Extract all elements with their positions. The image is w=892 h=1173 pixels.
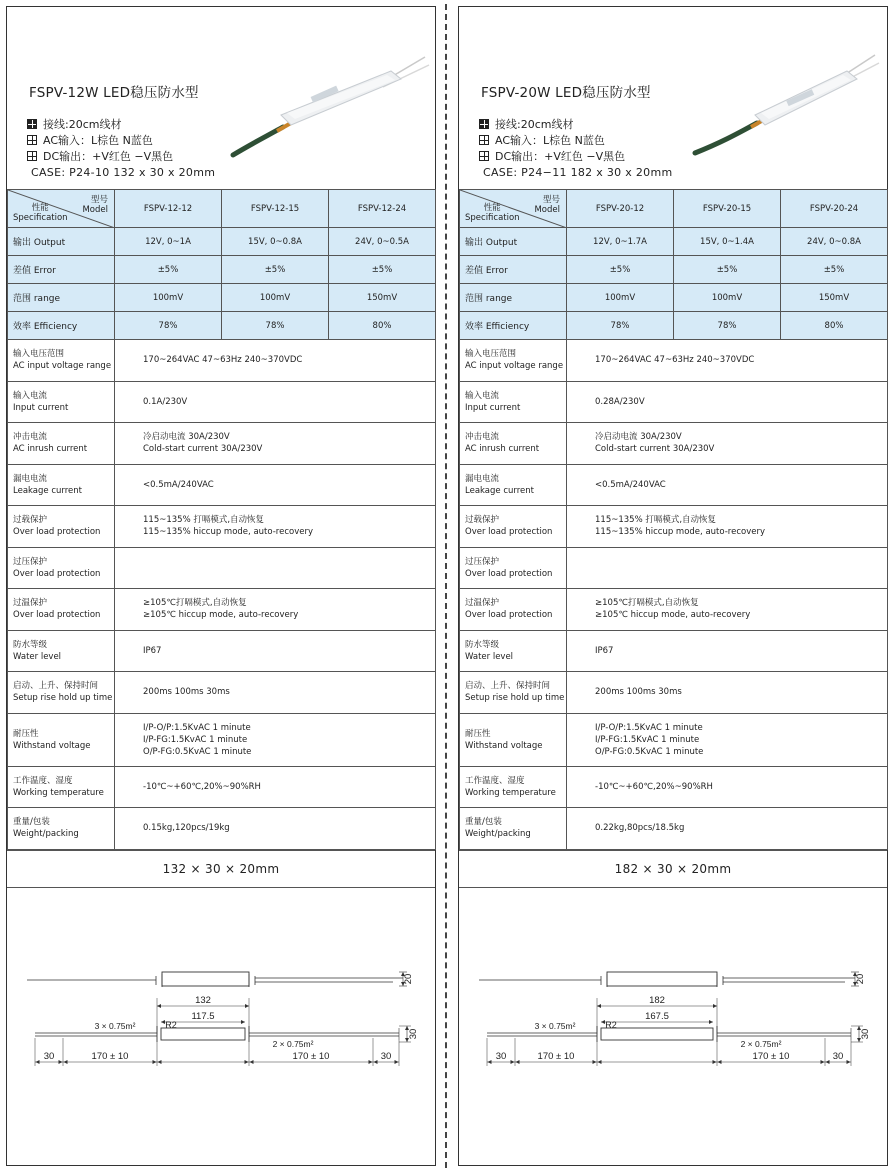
spec-value (115, 630, 436, 672)
spec-value-line: 115~135% hiccup mode, auto-recovery (143, 527, 313, 538)
dimension-label: 30 (495, 1050, 507, 1062)
dimension-label: R2 (165, 1019, 177, 1030)
spec-label-cn: 输入电压范围 (13, 349, 65, 360)
dimension-label: 20 (403, 973, 414, 984)
spec-label (460, 808, 567, 850)
spec-label-en: AC inrush current (13, 444, 88, 455)
model-name-cell: FSPV-12-15 (222, 190, 329, 228)
dimension-label: 167.5 (645, 1010, 669, 1022)
spec-value-line: ≥105℃ hiccup mode, auto-recovery (595, 610, 751, 621)
row-value: ±5% (567, 256, 674, 284)
spec-label-en: Weight/packing (465, 829, 531, 840)
common-spec-row (8, 340, 436, 382)
spec-label (460, 766, 567, 808)
spec-value (567, 713, 888, 766)
spec-value-line: 115~135% 打嗝模式,自动恢复 (595, 515, 717, 526)
spec-label-en: Specification (465, 213, 520, 223)
feature-item (27, 116, 215, 132)
spec-label-en: Working temperature (13, 787, 104, 798)
spec-label (8, 547, 115, 589)
dimension-drawing (459, 888, 887, 1150)
row-label: 效率 Efficiency (8, 312, 115, 340)
product-sheet-fspv-12w (6, 6, 436, 1166)
spec-label-cn: 工作温度、湿度 (13, 775, 73, 786)
dimension-drawing-svg (7, 888, 435, 1150)
spec-value-line: 170~264VAC 47~63Hz 240~370VDC (595, 355, 755, 366)
spec-value-line: ≥105℃ hiccup mode, auto-recovery (143, 610, 299, 621)
spec-label-cn: 启动、上升、保持时间 (465, 681, 551, 692)
spec-label-cn: 过压保护 (13, 556, 48, 567)
spec-label (460, 506, 567, 548)
spec-label-cn: 冲击电流 (465, 432, 500, 443)
spec-value-line: 0.1A/230V (143, 396, 188, 407)
model-header-row (460, 190, 888, 228)
spec-value-line: 0.22kg,80pcs/18.5kg (595, 823, 685, 834)
feature-text: 接线:20cm线材 (495, 118, 574, 131)
spec-value (567, 589, 888, 631)
model-name-cell: FSPV-12-24 (329, 190, 436, 228)
feature-text: AC输入：L棕色 N蓝色 (43, 134, 153, 147)
spec-value-line: <0.5mA/240VAC (143, 479, 214, 490)
spec-value-line: 115~135% hiccup mode, auto-recovery (595, 527, 765, 538)
spec-label (8, 423, 115, 465)
dimension-label: 170 ± 10 (91, 1050, 129, 1062)
feature-text: DC输出：+V红色 −V黑色 (43, 150, 174, 163)
dimension-label: 132 (195, 994, 211, 1006)
row-value: 100mV (222, 284, 329, 312)
row-value: 80% (781, 312, 888, 340)
spec-value-line: O/P-FG:0.5KvAC 1 minute (595, 746, 704, 757)
case-size: CASE: P24−11 182 x 30 x 20mm (483, 166, 673, 179)
spec-value (115, 340, 436, 382)
row-value: 12V, 0~1A (115, 228, 222, 256)
feature-text: AC输入：L棕色 N蓝色 (495, 134, 605, 147)
model-spec-row (460, 284, 888, 312)
spec-label-en: Weight/packing (13, 829, 79, 840)
spec-model-corner (8, 190, 115, 228)
spec-value (115, 589, 436, 631)
dimension-label: 117.5 (191, 1010, 215, 1022)
spec-value-line: ≥105℃打嗝模式,自动恢复 (595, 598, 699, 609)
spec-label (8, 630, 115, 672)
row-value: 100mV (115, 284, 222, 312)
common-spec-row (460, 423, 888, 465)
common-spec-row (8, 766, 436, 808)
dimension-label: 3 × 0.75m² (534, 1020, 576, 1031)
row-value: 100mV (567, 284, 674, 312)
spec-label-cn: 输入电流 (465, 390, 500, 401)
spec-label-cn: 漏电电流 (465, 473, 500, 484)
spec-label-cn: 重量/包装 (465, 817, 502, 828)
spec-label-cn: 防水等级 (13, 639, 48, 650)
product-photo (665, 43, 887, 163)
row-value: ±5% (781, 256, 888, 284)
row-value: 100mV (674, 284, 781, 312)
common-spec-row (8, 808, 436, 850)
spec-value-line: IP67 (595, 645, 614, 656)
dimension-label: 2 × 0.75m² (272, 1038, 314, 1049)
dimension-caption: 132 × 30 × 20mm (7, 850, 435, 888)
spec-label-en: Withstand voltage (13, 740, 91, 751)
row-label: 效率 Efficiency (460, 312, 567, 340)
dimension-label: R2 (605, 1019, 617, 1030)
model-label-en: Model (534, 205, 560, 215)
dimension-label: 20 (855, 973, 866, 984)
common-spec-row (460, 630, 888, 672)
feature-item (479, 116, 673, 132)
spec-label-cn: 冲击电流 (13, 432, 48, 443)
model-spec-row (460, 312, 888, 340)
row-label: 输出 Output (460, 228, 567, 256)
dimension-label: 30 (832, 1050, 844, 1062)
spec-label-en: Withstand voltage (465, 740, 543, 751)
model-spec-row (8, 256, 436, 284)
spec-value (115, 672, 436, 714)
spec-value (115, 808, 436, 850)
dimension-label: 170 ± 10 (537, 1050, 575, 1062)
common-spec-row (460, 547, 888, 589)
spec-label-cn: 输入电压范围 (465, 349, 517, 360)
connector-bullet-icon (27, 119, 37, 129)
model-name-cell: FSPV-20-24 (781, 190, 888, 228)
spec-label-en: Setup rise hold up time (13, 693, 113, 704)
spec-label-en: Setup rise hold up time (465, 693, 565, 704)
dimension-caption: 182 × 30 × 20mm (459, 850, 887, 888)
spec-label (8, 381, 115, 423)
spec-label-cn: 过载保护 (465, 515, 500, 526)
spec-label-en: AC inrush current (465, 444, 540, 455)
spec-label-cn: 过载保护 (13, 515, 48, 526)
row-value: 12V, 0~1.7A (567, 228, 674, 256)
dimension-label: 30 (43, 1050, 55, 1062)
dimension-label: 182 (649, 994, 665, 1006)
spec-label-cn: 耐压性 (13, 728, 39, 739)
spec-label (460, 423, 567, 465)
grid-bullet-icon (479, 135, 489, 145)
spec-value (115, 547, 436, 589)
common-spec-row (460, 766, 888, 808)
row-label: 差值 Error (8, 256, 115, 284)
spec-value-line: 冷启动电流 30A/230V (143, 432, 230, 443)
spec-value (115, 506, 436, 548)
spec-label (460, 547, 567, 589)
spec-label (8, 506, 115, 548)
spec-label-cn: 过温保护 (13, 598, 48, 609)
row-value: ±5% (674, 256, 781, 284)
row-value: 78% (567, 312, 674, 340)
common-spec-row (8, 381, 436, 423)
spec-label (460, 713, 567, 766)
row-value: ±5% (115, 256, 222, 284)
spec-label-cn: 输入电流 (13, 390, 48, 401)
common-spec-row (8, 630, 436, 672)
spec-label (460, 589, 567, 631)
row-value: 80% (329, 312, 436, 340)
row-value: 24V, 0~0.5A (329, 228, 436, 256)
model-spec-row (460, 228, 888, 256)
grid-bullet-icon (27, 151, 37, 161)
spec-value (567, 381, 888, 423)
product-title: FSPV-12W LED稳压防水型 (29, 85, 199, 101)
feature-list (479, 116, 673, 179)
spec-value-line: I/P-O/P:1.5KvAC 1 minute (143, 722, 251, 733)
feature-item (27, 132, 215, 148)
common-spec-row (460, 340, 888, 382)
row-value: 78% (115, 312, 222, 340)
model-corner-label (82, 195, 108, 215)
spec-value (115, 423, 436, 465)
spec-label-en: AC input voltage range (465, 361, 564, 372)
common-spec-row (460, 589, 888, 631)
spec-value-line: IP67 (143, 645, 162, 656)
spec-label (8, 464, 115, 506)
spec-label (8, 672, 115, 714)
row-value: ±5% (222, 256, 329, 284)
row-label: 范围 range (460, 284, 567, 312)
spec-label-en: Over load protection (13, 568, 101, 579)
spec-label-cn: 防水等级 (465, 639, 500, 650)
row-value: 24V, 0~0.8A (781, 228, 888, 256)
model-name-cell: FSPV-20-15 (674, 190, 781, 228)
row-value: 150mV (781, 284, 888, 312)
center-dashed-divider (445, 4, 447, 1168)
common-spec-row (8, 547, 436, 589)
common-spec-row (460, 713, 888, 766)
spec-label-en: Over load protection (13, 610, 101, 621)
spec-value (567, 672, 888, 714)
spec-label (460, 464, 567, 506)
row-value: 150mV (329, 284, 436, 312)
row-label: 输出 Output (8, 228, 115, 256)
common-spec-row (460, 506, 888, 548)
dimension-label: 3 × 0.75m² (94, 1020, 136, 1031)
spec-value-line: ≥105℃打嗝模式,自动恢复 (143, 598, 247, 609)
feature-item (479, 148, 673, 164)
spec-label-en: Over load protection (465, 610, 553, 621)
spec-value-line: I/P-O/P:1.5KvAC 1 minute (595, 722, 703, 733)
spec-label (8, 808, 115, 850)
spec-label-cn: 过温保护 (465, 598, 500, 609)
connector-bullet-icon (479, 119, 489, 129)
spec-value-line: Cold-start current 30A/230V (143, 444, 263, 455)
row-value: 15V, 0~1.4A (674, 228, 781, 256)
spec-label-en: Over load protection (13, 527, 101, 538)
common-spec-row (8, 464, 436, 506)
spec-value-line: I/P-FG:1.5KvAC 1 minute (595, 734, 700, 745)
dimension-label: 170 ± 10 (292, 1050, 330, 1062)
spec-label-cn: 耐压性 (465, 728, 491, 739)
row-value: 78% (222, 312, 329, 340)
spec-value-line: I/P-FG:1.5KvAC 1 minute (143, 734, 248, 745)
spec-value (115, 713, 436, 766)
product-photo (213, 43, 435, 163)
feature-item (479, 132, 673, 148)
spec-value-line: 冷启动电流 30A/230V (595, 432, 682, 443)
spec-value (115, 381, 436, 423)
common-spec-row (460, 808, 888, 850)
spec-label-cn: 漏电电流 (13, 473, 48, 484)
spec-model-corner (460, 190, 567, 228)
model-spec-row (8, 284, 436, 312)
product-header (459, 7, 887, 189)
spec-value-line: 200ms 100ms 30ms (595, 687, 682, 698)
spec-value-line: -10℃~+60℃,20%~90%RH (595, 781, 713, 792)
spec-label-en: Leakage current (13, 485, 82, 496)
spec-value (567, 423, 888, 465)
feature-text: 接线:20cm线材 (43, 118, 122, 131)
feature-list (27, 116, 215, 179)
spec-label-en: AC input voltage range (13, 361, 112, 372)
spec-label (8, 766, 115, 808)
spec-label-en: Working temperature (465, 787, 556, 798)
spec-label-en: Water level (13, 651, 62, 662)
model-name-cell: FSPV-12-12 (115, 190, 222, 228)
spec-value (567, 808, 888, 850)
spec-value (115, 766, 436, 808)
case-size: CASE: P24-10 132 x 30 x 20mm (31, 166, 216, 179)
model-header-row (8, 190, 436, 228)
spec-label-en: Specification (13, 213, 68, 223)
common-spec-row (8, 672, 436, 714)
spec-label (460, 630, 567, 672)
spec-label (460, 340, 567, 382)
grid-bullet-icon (479, 151, 489, 161)
spec-label (8, 589, 115, 631)
spec-value (567, 766, 888, 808)
spec-value-line: -10℃~+60℃,20%~90%RH (143, 781, 261, 792)
common-spec-row (8, 713, 436, 766)
common-spec-row (8, 506, 436, 548)
model-spec-row (460, 256, 888, 284)
row-label: 范围 range (8, 284, 115, 312)
spec-label-en: Water level (465, 651, 514, 662)
row-value: 15V, 0~0.8A (222, 228, 329, 256)
model-label-cn: 型号 (90, 195, 108, 205)
spec-label-en: Over load protection (465, 527, 553, 538)
row-value: ±5% (329, 256, 436, 284)
spec-table (7, 189, 436, 850)
common-spec-row (8, 423, 436, 465)
spec-label (8, 713, 115, 766)
dimension-label: 30 (380, 1050, 392, 1062)
spec-corner-label (13, 203, 68, 223)
model-spec-row (8, 312, 436, 340)
spec-label-en: Input current (13, 402, 69, 413)
spec-label-en: Over load protection (465, 568, 553, 579)
product-title: FSPV-20W LED稳压防水型 (481, 85, 651, 101)
spec-value (115, 464, 436, 506)
feature-item (27, 148, 215, 164)
spec-value-line: 0.15kg,120pcs/19kg (143, 823, 230, 834)
spec-label-cn: 过压保护 (465, 556, 500, 567)
spec-value-line: 115~135% 打嗝模式,自动恢复 (143, 515, 265, 526)
spec-value (567, 506, 888, 548)
model-name-cell: FSPV-20-12 (567, 190, 674, 228)
common-spec-row (460, 464, 888, 506)
spec-value (567, 630, 888, 672)
spec-label-cn: 性能 (483, 203, 501, 213)
spec-value-line: Cold-start current 30A/230V (595, 444, 715, 455)
model-label-en: Model (82, 205, 108, 215)
spec-label-en: Input current (465, 402, 521, 413)
spec-label (460, 672, 567, 714)
spec-value (567, 547, 888, 589)
spec-value-line: 200ms 100ms 30ms (143, 687, 230, 698)
product-header (7, 7, 435, 189)
spec-label-cn: 启动、上升、保持时间 (13, 681, 99, 692)
common-spec-row (460, 381, 888, 423)
spec-label (8, 340, 115, 382)
row-label: 差值 Error (460, 256, 567, 284)
spec-value-line: <0.5mA/240VAC (595, 479, 666, 490)
product-sheet-fspv-20w (458, 6, 888, 1166)
spec-value-line: 0.28A/230V (595, 396, 645, 407)
model-corner-label (534, 195, 560, 215)
dimension-label: 170 ± 10 (752, 1050, 790, 1062)
dimension-label: 30 (860, 1028, 871, 1039)
spec-label-cn: 工作温度、湿度 (465, 775, 525, 786)
model-spec-row (8, 228, 436, 256)
model-label-cn: 型号 (542, 195, 560, 205)
spec-corner-label (465, 203, 520, 223)
row-value: 78% (674, 312, 781, 340)
spec-value (567, 464, 888, 506)
dimension-drawing (7, 888, 435, 1150)
spec-value-line: O/P-FG:0.5KvAC 1 minute (143, 746, 252, 757)
feature-text: DC输出：+V红色 −V黑色 (495, 150, 626, 163)
grid-bullet-icon (27, 135, 37, 145)
spec-label (460, 381, 567, 423)
common-spec-row (8, 589, 436, 631)
spec-value (567, 340, 888, 382)
dimension-drawing-svg (459, 888, 887, 1150)
dimension-label: 30 (408, 1028, 419, 1039)
spec-label-en: Leakage current (465, 485, 534, 496)
spec-label-cn: 重量/包装 (13, 817, 50, 828)
common-spec-row (460, 672, 888, 714)
spec-value-line: 170~264VAC 47~63Hz 240~370VDC (143, 355, 303, 366)
spec-label-cn: 性能 (31, 203, 49, 213)
dimension-label: 2 × 0.75m² (740, 1038, 782, 1049)
spec-table (459, 189, 888, 850)
